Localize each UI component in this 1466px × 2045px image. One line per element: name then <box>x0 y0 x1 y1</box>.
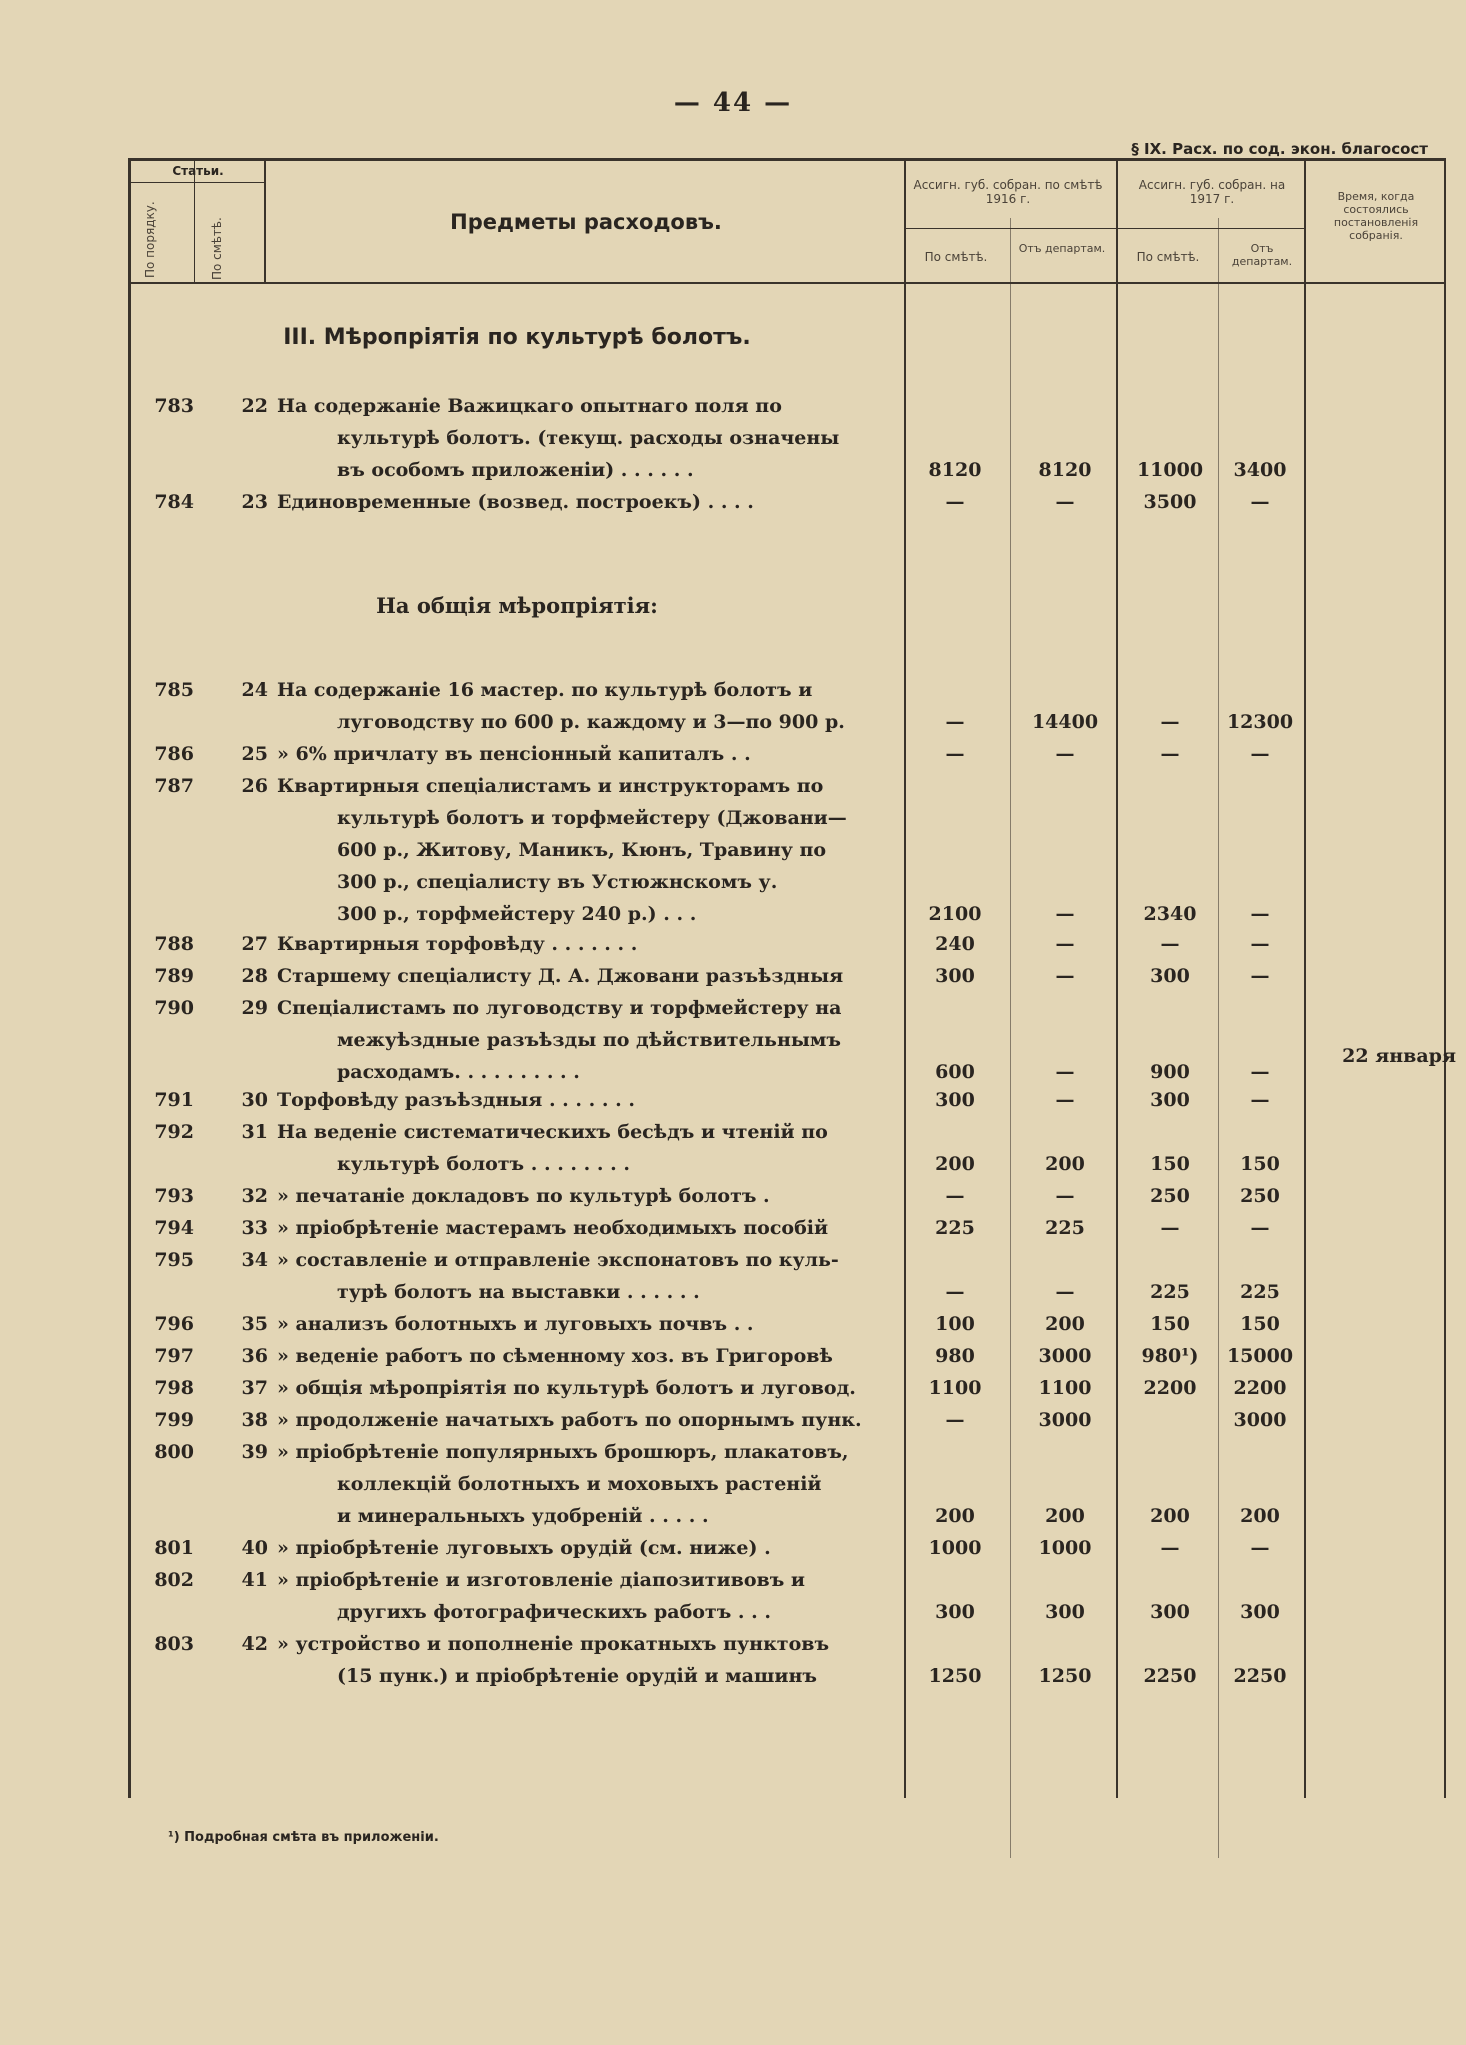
value-1917-smeta: — <box>1160 743 1180 765</box>
row-description: » веденіе работъ по сѣменному хоз. въ Григоровѣ <box>277 1345 833 1367</box>
section-title-general: На общія мѣропріятія: <box>376 593 658 618</box>
row-number: 790 <box>154 997 194 1019</box>
table-row-cont <box>0 866 1466 898</box>
table-row <box>0 486 1466 518</box>
row-description: На содержаніе Важицкаго опытнаго поля по <box>277 395 782 417</box>
row-description: » пріобрѣтеніе луговыхъ орудій (см. ниже) . <box>277 1537 771 1559</box>
section-title-bogs: III. Мѣропріятія по культурѣ болотъ. <box>283 325 751 350</box>
table-row <box>0 390 1466 422</box>
value-1917-smeta: 900 <box>1150 1061 1190 1083</box>
row-number: 792 <box>154 1121 194 1143</box>
row-number: 785 <box>154 679 194 701</box>
value-1916-depart: — <box>1055 1185 1075 1207</box>
table-row-cont <box>0 454 1466 486</box>
value-1916-depart: 200 <box>1045 1153 1085 1175</box>
table-row-cont <box>0 422 1466 454</box>
value-1916-depart: 14400 <box>1031 711 1099 733</box>
table-row-cont <box>0 1276 1466 1308</box>
row-description: На веденіе систематическихъ бесѣдъ и чтеній по <box>277 1121 828 1143</box>
table-row-cont <box>0 1660 1466 1692</box>
header-1917: Ассигн. губ. собран. на 1917 г. <box>1138 178 1286 206</box>
article-number: 38 <box>241 1409 268 1431</box>
value-1917-smeta: — <box>1160 933 1180 955</box>
table-row <box>0 1372 1466 1404</box>
header-1916-smeta: По смѣтѣ. <box>924 250 988 264</box>
value-1916-depart: 3000 <box>1038 1409 1092 1431</box>
value-1917-depart: — <box>1250 1537 1270 1559</box>
row-description: » общія мѣропріятія по культурѣ болотъ и луговод. <box>277 1377 856 1399</box>
value-1917-smeta: 11000 <box>1136 459 1204 481</box>
table-row-cont <box>0 1024 1466 1056</box>
row-number: 787 <box>154 775 194 797</box>
row-description: Старшему спеціалисту Д. А. Джовани разъѣздныя <box>277 965 844 987</box>
article-number: 27 <box>241 933 268 955</box>
value-1917-depart: — <box>1250 491 1270 513</box>
row-description: и минеральныхъ удобреній . . . . . <box>337 1505 709 1527</box>
value-1916-smeta: 225 <box>935 1217 975 1239</box>
value-1916-smeta: 1000 <box>928 1537 982 1559</box>
value-1917-smeta: 200 <box>1150 1505 1190 1527</box>
row-description: культурѣ болотъ. (текущ. расходы означены <box>337 427 840 449</box>
row-description: » пріобрѣтеніе и изготовленіе діапозитивовъ и <box>277 1569 805 1591</box>
table-row <box>0 770 1466 802</box>
table-row <box>0 1180 1466 1212</box>
row-number: 789 <box>154 965 194 987</box>
header-1916: Ассигн. губ. собран. по смѣтѣ 1916 г. <box>913 178 1103 206</box>
row-number: 791 <box>154 1089 194 1111</box>
row-description: другихъ фотографическихъ работъ . . . <box>337 1601 771 1623</box>
value-1917-smeta: 2250 <box>1143 1665 1197 1687</box>
value-1917-smeta: — <box>1160 711 1180 733</box>
article-number: 25 <box>241 743 268 765</box>
row-description: расходамъ. . . . . . . . . . <box>337 1061 580 1083</box>
table-row <box>0 960 1466 992</box>
table-row <box>0 1532 1466 1564</box>
row-number: 783 <box>154 395 194 417</box>
value-1917-depart: 3000 <box>1233 1409 1287 1431</box>
value-1917-depart: 150 <box>1240 1153 1280 1175</box>
row-description: » продолженіе начатыхъ работъ по опорнымъ пунк. <box>277 1409 862 1431</box>
value-1917-depart: — <box>1250 903 1270 925</box>
value-1916-smeta: 600 <box>935 1061 975 1083</box>
value-1917-depart: 15000 <box>1226 1345 1294 1367</box>
article-number: 33 <box>241 1217 268 1239</box>
row-description: 300 р., торфмейстеру 240 р.) . . . <box>337 903 697 925</box>
value-1916-smeta: 980 <box>935 1345 975 1367</box>
row-description: 600 р., Житову, Маникъ, Кюнъ, Травину по <box>337 839 827 861</box>
value-1916-depart: — <box>1055 965 1075 987</box>
row-description: » пріобрѣтеніе популярныхъ брошюръ, плакатовъ, <box>277 1441 849 1463</box>
value-1917-smeta: 150 <box>1150 1313 1190 1335</box>
value-1917-depart: 150 <box>1240 1313 1280 1335</box>
row-number: 794 <box>154 1217 194 1239</box>
table-row <box>0 1084 1466 1116</box>
section-header: § IX. Расх. по сод. экон. благосост <box>1131 140 1428 158</box>
value-1916-smeta: — <box>945 1409 965 1431</box>
table-row <box>0 1436 1466 1468</box>
row-description: » пріобрѣтеніе мастерамъ необходимыхъ пособій <box>277 1217 829 1239</box>
row-number: 784 <box>154 491 194 513</box>
resolution-date: 22 января <box>1342 1045 1456 1067</box>
value-1917-smeta: — <box>1160 1217 1180 1239</box>
row-description: коллекцій болотныхъ и моховыхъ растеній <box>337 1473 822 1495</box>
row-description: Спеціалистамъ по луговодству и торфмейстеру на <box>277 997 842 1019</box>
value-1916-smeta: 300 <box>935 1089 975 1111</box>
row-description: 300 р., спеціалисту въ Устюжнскомъ у. <box>337 871 778 893</box>
table-row-cont <box>0 1596 1466 1628</box>
value-1916-smeta: 240 <box>935 933 975 955</box>
row-description: въ особомъ приложеніи) . . . . . . <box>337 459 694 481</box>
value-1917-smeta: 300 <box>1150 965 1190 987</box>
value-1916-depart: 200 <box>1045 1505 1085 1527</box>
table-row-cont <box>0 898 1466 930</box>
row-description: Квартирныя торфовѣду . . . . . . . <box>277 933 638 955</box>
value-1916-depart: 1000 <box>1038 1537 1092 1559</box>
article-number: 37 <box>241 1377 268 1399</box>
row-description: Торфовѣду разъѣздныя . . . . . . . <box>277 1089 635 1111</box>
row-number: 793 <box>154 1185 194 1207</box>
footnote: ¹) Подробная смѣта въ приложеніи. <box>168 1830 439 1845</box>
article-number: 28 <box>241 965 268 987</box>
row-description: турѣ болотъ на выставки . . . . . . <box>337 1281 700 1303</box>
value-1916-depart: 300 <box>1045 1601 1085 1623</box>
value-1917-depart: — <box>1250 1217 1270 1239</box>
value-1917-depart: 2200 <box>1233 1377 1287 1399</box>
row-number: 796 <box>154 1313 194 1335</box>
row-description: межуѣздные разъѣзды по дѣйствительнымъ <box>337 1029 841 1051</box>
value-1916-depart: — <box>1055 1281 1075 1303</box>
row-number: 798 <box>154 1377 194 1399</box>
table-row <box>0 1116 1466 1148</box>
table-row <box>0 1628 1466 1660</box>
value-1917-smeta: 3500 <box>1143 491 1197 513</box>
value-1917-depart: — <box>1250 1089 1270 1111</box>
row-description: » устройство и пополненіе прокатныхъ пунктовъ <box>277 1633 830 1655</box>
row-number: 802 <box>154 1569 194 1591</box>
value-1916-smeta: 200 <box>935 1153 975 1175</box>
header-1917-depart: Отъ департам. <box>1231 242 1293 268</box>
value-1916-smeta: — <box>945 743 965 765</box>
header-order: По порядку. <box>143 201 157 278</box>
value-1916-depart: 8120 <box>1038 459 1092 481</box>
article-number: 35 <box>241 1313 268 1335</box>
table-row-cont <box>0 1148 1466 1180</box>
row-number: 797 <box>154 1345 194 1367</box>
value-1916-smeta: 300 <box>935 965 975 987</box>
table-row-cont <box>0 1468 1466 1500</box>
value-1917-depart: 250 <box>1240 1185 1280 1207</box>
table-row-cont <box>0 706 1466 738</box>
value-1916-depart: — <box>1055 933 1075 955</box>
table-row <box>0 738 1466 770</box>
table-row <box>0 1340 1466 1372</box>
value-1917-depart: — <box>1250 933 1270 955</box>
header-1917-smeta: По смѣтѣ. <box>1136 250 1200 264</box>
value-1917-smeta: 300 <box>1150 1601 1190 1623</box>
table-row-cont <box>0 802 1466 834</box>
value-1917-depart: 225 <box>1240 1281 1280 1303</box>
value-1916-smeta: 1100 <box>928 1377 982 1399</box>
header-time: Время, когда состоялись постановленія собранія. <box>1333 190 1419 242</box>
article-number: 32 <box>241 1185 268 1207</box>
value-1917-smeta: 225 <box>1150 1281 1190 1303</box>
value-1916-depart: 1250 <box>1038 1665 1092 1687</box>
article-number: 23 <box>241 491 268 513</box>
value-1916-depart: — <box>1055 491 1075 513</box>
row-description: » печатаніе докладовъ по культурѣ болотъ . <box>277 1185 770 1207</box>
value-1917-depart: 300 <box>1240 1601 1280 1623</box>
article-number: 30 <box>241 1089 268 1111</box>
row-description: культурѣ болотъ . . . . . . . . <box>337 1153 630 1175</box>
table-row <box>0 1404 1466 1436</box>
value-1916-smeta: 100 <box>935 1313 975 1335</box>
value-1917-smeta: 2340 <box>1143 903 1197 925</box>
header-articles: Статьи. <box>172 164 224 178</box>
value-1917-smeta: 250 <box>1150 1185 1190 1207</box>
row-description: луговодству по 600 р. каждому и 3—по 900 р. <box>337 711 845 733</box>
value-1916-depart: 225 <box>1045 1217 1085 1239</box>
value-1916-depart: 200 <box>1045 1313 1085 1335</box>
value-1916-depart: — <box>1055 903 1075 925</box>
value-1917-depart: 3400 <box>1233 459 1287 481</box>
table-row-cont <box>0 834 1466 866</box>
row-number: 799 <box>154 1409 194 1431</box>
row-number: 801 <box>154 1537 194 1559</box>
table-row <box>0 992 1466 1024</box>
row-description: » 6% причлату въ пенсіонный капиталъ . . <box>277 743 751 765</box>
page-number: — 44 — <box>673 88 793 118</box>
article-number: 22 <box>241 395 268 417</box>
value-1917-smeta: 2200 <box>1143 1377 1197 1399</box>
table-row <box>0 1308 1466 1340</box>
row-description: (15 пунк.) и пріобрѣтеніе орудій и машинъ <box>337 1665 817 1687</box>
value-1916-smeta: — <box>945 1185 965 1207</box>
value-1916-smeta: 8120 <box>928 459 982 481</box>
article-number: 41 <box>241 1569 268 1591</box>
value-1917-smeta: 300 <box>1150 1089 1190 1111</box>
row-number: 795 <box>154 1249 194 1271</box>
table-row <box>0 1564 1466 1596</box>
value-1917-depart: — <box>1250 965 1270 987</box>
value-1916-depart: 1100 <box>1038 1377 1092 1399</box>
article-number: 36 <box>241 1345 268 1367</box>
row-description: » анализъ болотныхъ и луговыхъ почвъ . . <box>277 1313 754 1335</box>
article-number: 42 <box>241 1633 268 1655</box>
row-description: культурѣ болотъ и торфмейстеру (Джовани— <box>337 807 847 829</box>
row-description: На содержаніе 16 мастер. по культурѣ болотъ и <box>277 679 813 701</box>
value-1917-depart: 200 <box>1240 1505 1280 1527</box>
value-1917-depart: — <box>1250 743 1270 765</box>
article-number: 34 <box>241 1249 268 1271</box>
header-estimate: По смѣтѣ. <box>210 217 224 280</box>
row-description: Квартирныя спеціалистамъ и инструкторамъ по <box>277 775 824 797</box>
header-1916-depart: Отъ департам. <box>1018 242 1106 255</box>
table-row <box>0 1212 1466 1244</box>
value-1917-depart: 2250 <box>1233 1665 1287 1687</box>
article-number: 24 <box>241 679 268 701</box>
article-number: 31 <box>241 1121 268 1143</box>
row-number: 786 <box>154 743 194 765</box>
value-1916-smeta: 1250 <box>928 1665 982 1687</box>
value-1916-smeta: 2100 <box>928 903 982 925</box>
value-1916-smeta: 200 <box>935 1505 975 1527</box>
article-number: 26 <box>241 775 268 797</box>
value-1917-smeta: 150 <box>1150 1153 1190 1175</box>
row-number: 803 <box>154 1633 194 1655</box>
article-number: 39 <box>241 1441 268 1463</box>
row-number: 800 <box>154 1441 194 1463</box>
value-1916-depart: — <box>1055 743 1075 765</box>
value-1916-smeta: — <box>945 1281 965 1303</box>
article-number: 29 <box>241 997 268 1019</box>
table-row <box>0 1244 1466 1276</box>
value-1916-depart: — <box>1055 1061 1075 1083</box>
table-row <box>0 674 1466 706</box>
value-1917-depart: 12300 <box>1226 711 1294 733</box>
row-description: Единовременные (возвед. построекъ) . . . . <box>277 491 754 513</box>
row-description: » составленіе и отправленіе экспонатовъ по куль- <box>277 1249 839 1271</box>
value-1916-depart: — <box>1055 1089 1075 1111</box>
value-1916-depart: 3000 <box>1038 1345 1092 1367</box>
row-number: 788 <box>154 933 194 955</box>
table-row <box>0 928 1466 960</box>
value-1917-depart: — <box>1250 1061 1270 1083</box>
value-1916-smeta: — <box>945 711 965 733</box>
article-number: 40 <box>241 1537 268 1559</box>
value-1916-smeta: — <box>945 491 965 513</box>
value-1916-smeta: 300 <box>935 1601 975 1623</box>
header-subject: Предметы расходовъ. <box>450 210 722 234</box>
table-row-cont <box>0 1500 1466 1532</box>
value-1917-smeta: — <box>1160 1537 1180 1559</box>
value-1917-smeta: 980¹) <box>1141 1345 1199 1367</box>
